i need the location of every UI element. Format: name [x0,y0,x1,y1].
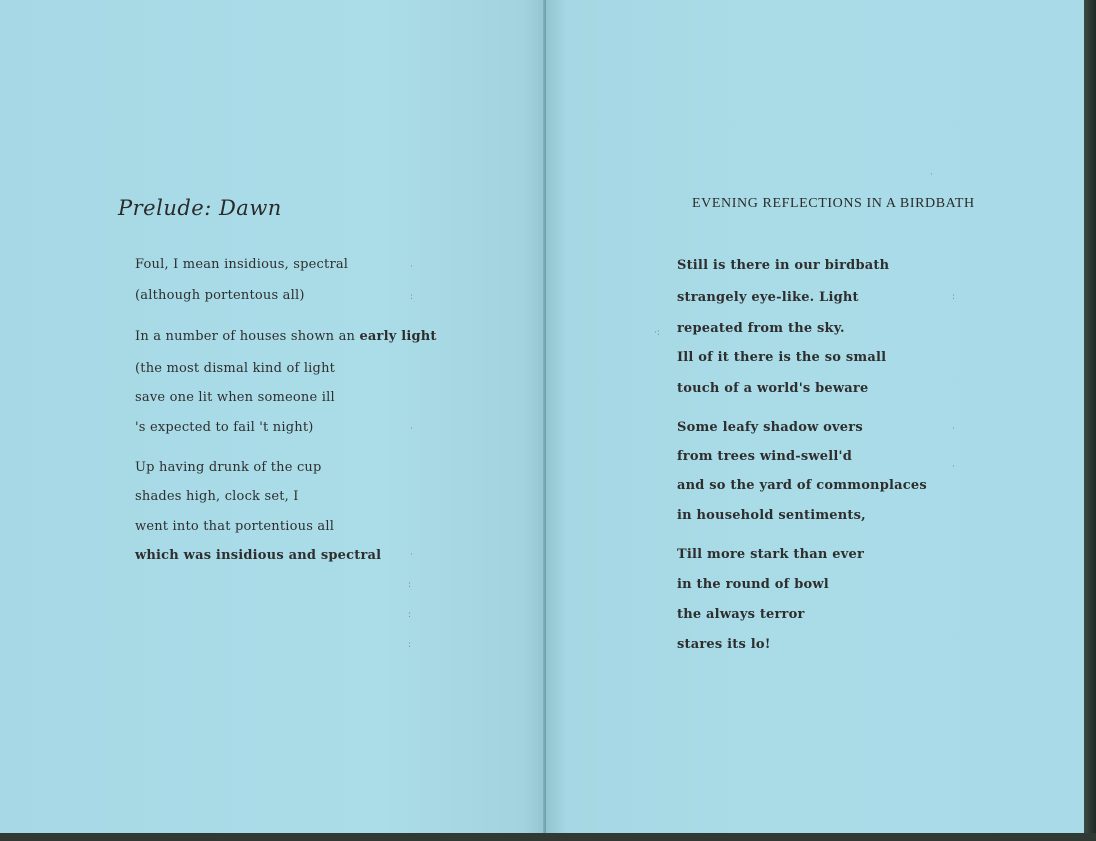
ink-speck: : [410,292,414,302]
poem-line: 's expected to fail 't night) [135,420,314,435]
right-page [546,0,1084,833]
left-page [0,0,546,833]
poem-line: shades high, clock set, I [135,489,299,504]
ink-speck: · [410,550,413,560]
poem-line: (the most dismal kind of light [135,361,336,376]
ink-speck: · [952,462,955,472]
poem-line: touch of a world's beware [677,381,869,396]
poem-line: Till more stark than ever [677,547,865,562]
poem-line: Up having drunk of the cup [135,460,322,475]
ink-speck: · [930,170,933,180]
ink-speck: · [410,262,413,272]
poem-line: (although portentous all) [135,288,305,303]
ink-speck: · [410,424,413,434]
poem-line: went into that portentious all [135,519,335,534]
ink-speck: : [408,580,412,590]
poem-line: in the round of bowl [677,577,829,592]
poem-line: Foul, I mean insidious, spectral [135,257,349,272]
poem-line: repeated from the sky. [677,321,845,336]
poem-title-evening-reflections: EVENING REFLECTIONS IN A BIRDBATH [692,196,975,211]
page-edge-right [1084,0,1096,841]
ink-speck: : [408,610,412,620]
poem-line: from trees wind-swell'd [677,449,853,464]
poem-line: and so the yard of commonplaces [677,478,927,493]
poem-line: stares its lo! [677,637,771,652]
ink-speck: : [952,292,956,302]
poem-line: Ill of it there is the so small [677,350,887,365]
poem-line: save one lit when someone ill [135,390,335,405]
page-edge-bottom [0,833,1096,841]
ink-speck: · [952,424,955,434]
poem-line: strangely eye-like. Light [677,290,859,305]
ink-speck: ·: [654,328,660,338]
poem-line [135,329,437,344]
poem-line-part-bold: early light [359,329,437,344]
poem-title-prelude-dawn: Prelude: Dawn [118,196,282,220]
poem-line: Still is there in our birdbath [677,258,890,273]
poem-line: which was insidious and spectral [135,548,382,563]
poem-line: Some leafy shadow overs [677,420,863,435]
poem-line: the always terror [677,607,805,622]
ink-speck: : [408,640,412,650]
poem-line-part: In a number of houses shown an [135,329,356,344]
poem-line: in household sentiments, [677,508,866,523]
